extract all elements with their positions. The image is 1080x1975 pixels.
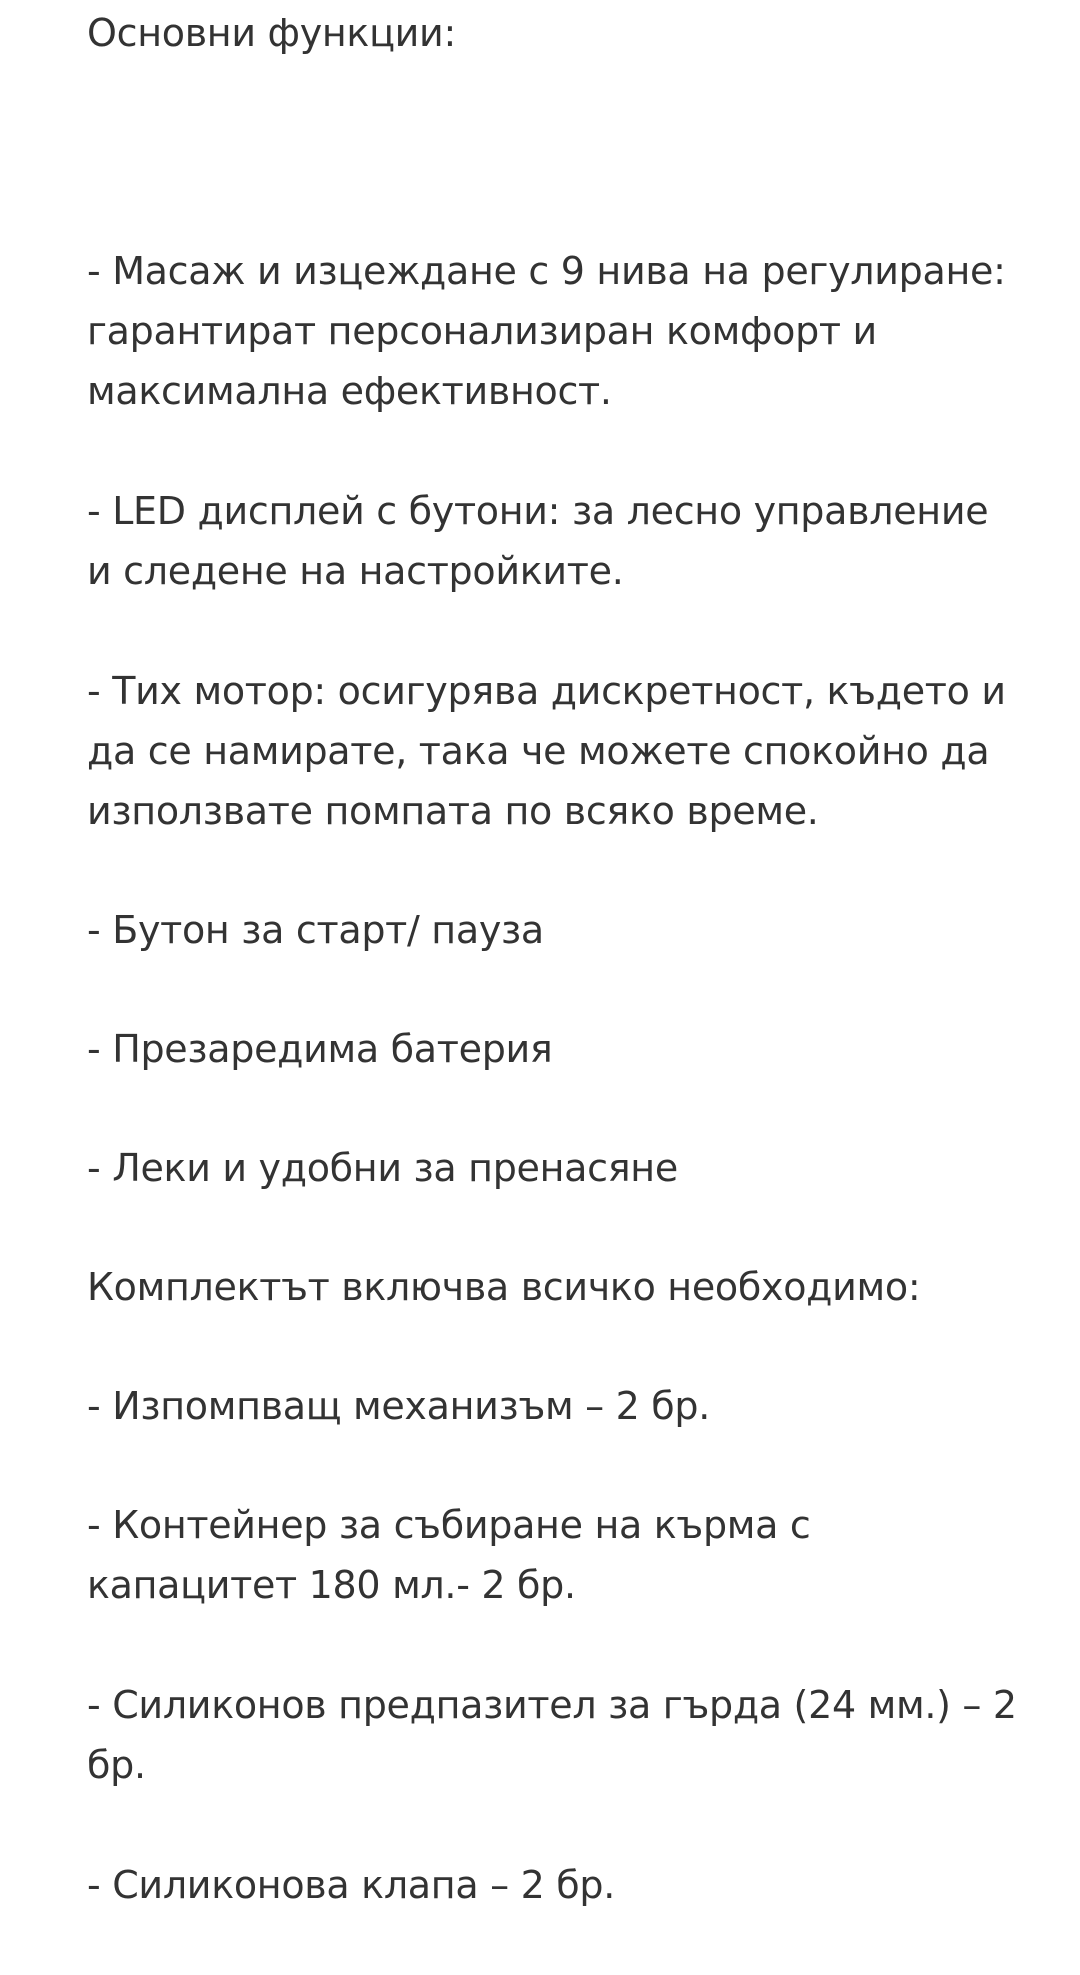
section-heading-package-contents: Комплектът включва всичко необходимо: (87, 1265, 921, 1309)
package-item-container-line-2: капацитет 180 мл.- 2 бр. (87, 1563, 576, 1607)
package-item-pump-mechanism: - Изпомпващ механизъм – 2 бр. (87, 1384, 711, 1428)
package-item-container-line-1: - Контейнер за събиране на кърма с (87, 1503, 811, 1547)
package-item-breast-shield-line-1: - Силиконов предпазител за гърда (24 мм.) – 2 (87, 1683, 1017, 1727)
feature-led-line-1: - LED дисплей с бутони: за лесно управление (87, 489, 989, 533)
feature-massage-line-1: - Масаж и изцеждане с 9 нива на регулиране: (87, 249, 1006, 293)
feature-motor-line-1: - Тих мотор: осигурява дискретност, където и (87, 669, 1006, 713)
feature-led-line-2: и следене на настройките. (87, 549, 624, 593)
package-item-silicone-valve: - Силиконова клапа – 2 бр. (87, 1863, 615, 1907)
feature-motor-line-2: да се намирате, така че можете спокойно да (87, 729, 990, 773)
feature-start-pause: - Бутон за старт/ пауза (87, 908, 544, 952)
feature-massage-line-3: максимална ефективност. (87, 369, 612, 413)
feature-motor-line-3: използвате помпата по всяко време. (87, 789, 819, 833)
feature-massage-line-2: гарантират персонализиран комфорт и (87, 309, 877, 353)
feature-rechargeable-battery: - Презаредима батерия (87, 1027, 553, 1071)
feature-lightweight: - Леки и удобни за пренасяне (87, 1146, 678, 1190)
section-heading-main-functions: Основни функции: (87, 11, 456, 55)
package-item-breast-shield-line-2: бр. (87, 1743, 146, 1787)
